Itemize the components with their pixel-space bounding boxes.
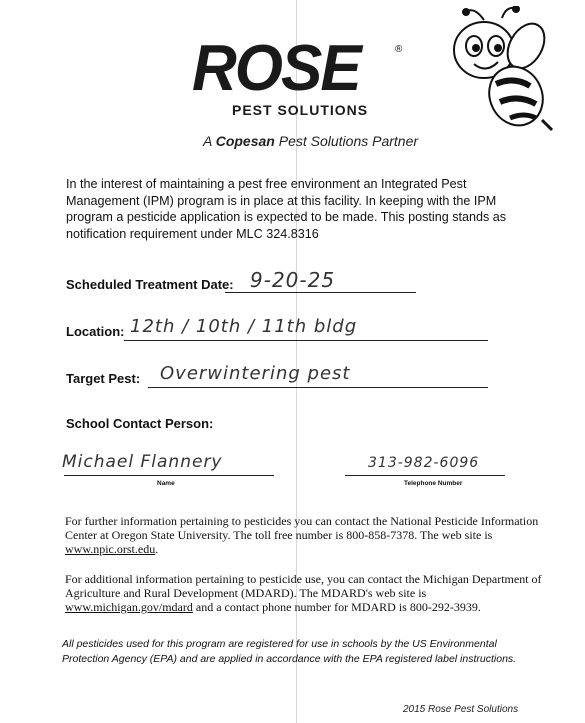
mdard-text: For additional information pertaining to pesticide use, you can contact the Michigan Department of Agriculture and Rural Development (MDARD). The MDARD's web site is (65, 572, 542, 600)
target-pest-value: Overwintering pest (160, 363, 351, 384)
target-pest-label: Target Pest: (66, 371, 141, 386)
partner-suffix: Pest Solutions Partner (278, 133, 419, 149)
phone-line (345, 475, 505, 476)
location-label: Location: (66, 324, 125, 339)
logo-brand: ROSE (192, 32, 360, 105)
phone-caption: Telephone Number (404, 480, 463, 487)
date-line (225, 292, 416, 293)
partner-line (203, 133, 418, 149)
npic-text: For further information pertaining to pesticides you can contact the National Pesticide Information Center at Oregon State University. The toll free number is 800-858-7378. The web site is (65, 514, 539, 542)
footer-copyright: 2015 Rose Pest Solutions (403, 704, 519, 715)
intro-paragraph: In the interest of maintaining a pest free environment an Integrated Pest Management (IPM) program is in place at this facility. In keeping with the IPM program a pesticide application is expected to be made. This posting stands as notification requirement under MLC 324.8316 (66, 177, 507, 241)
location-line (124, 340, 488, 341)
contact-name-value: Michael Flannery (62, 452, 223, 472)
name-line (64, 475, 274, 476)
npic-link[interactable]: www.npic.orst.edu (65, 542, 156, 556)
rose-logo (192, 32, 412, 118)
partner-prefix: A (203, 133, 212, 149)
contact-label: School Contact Person: (66, 416, 214, 431)
target-pest-line (148, 387, 488, 388)
epa-disclaimer: All pesticides used for this program are registered for use in schools by the US Environmental Protection Agency (EPA) and are applied in accordance with the EPA registered label instructions. (62, 638, 517, 665)
logo-subtitle: PEST SOLUTIONS (232, 102, 369, 118)
name-caption: Name (157, 480, 175, 487)
npic-paragraph (65, 514, 545, 556)
mdard-link[interactable]: www.michigan.gov/mdard (65, 600, 193, 614)
date-value: 9-20-25 (250, 268, 336, 292)
bee-mascot-icon (444, 6, 564, 134)
partner-brand: Copesan (215, 133, 275, 149)
npic-end: . (155, 542, 159, 556)
registered-mark: ® (395, 44, 403, 55)
mdard-paragraph (65, 572, 545, 614)
date-label: Scheduled Treatment Date: (66, 277, 234, 292)
location-value: 12th / 10th / 11th bldg (130, 316, 358, 337)
contact-phone-value: 313-982-6096 (368, 455, 480, 471)
mdard-end: and a contact phone number for MDARD is 800-292-3939. (192, 600, 481, 614)
